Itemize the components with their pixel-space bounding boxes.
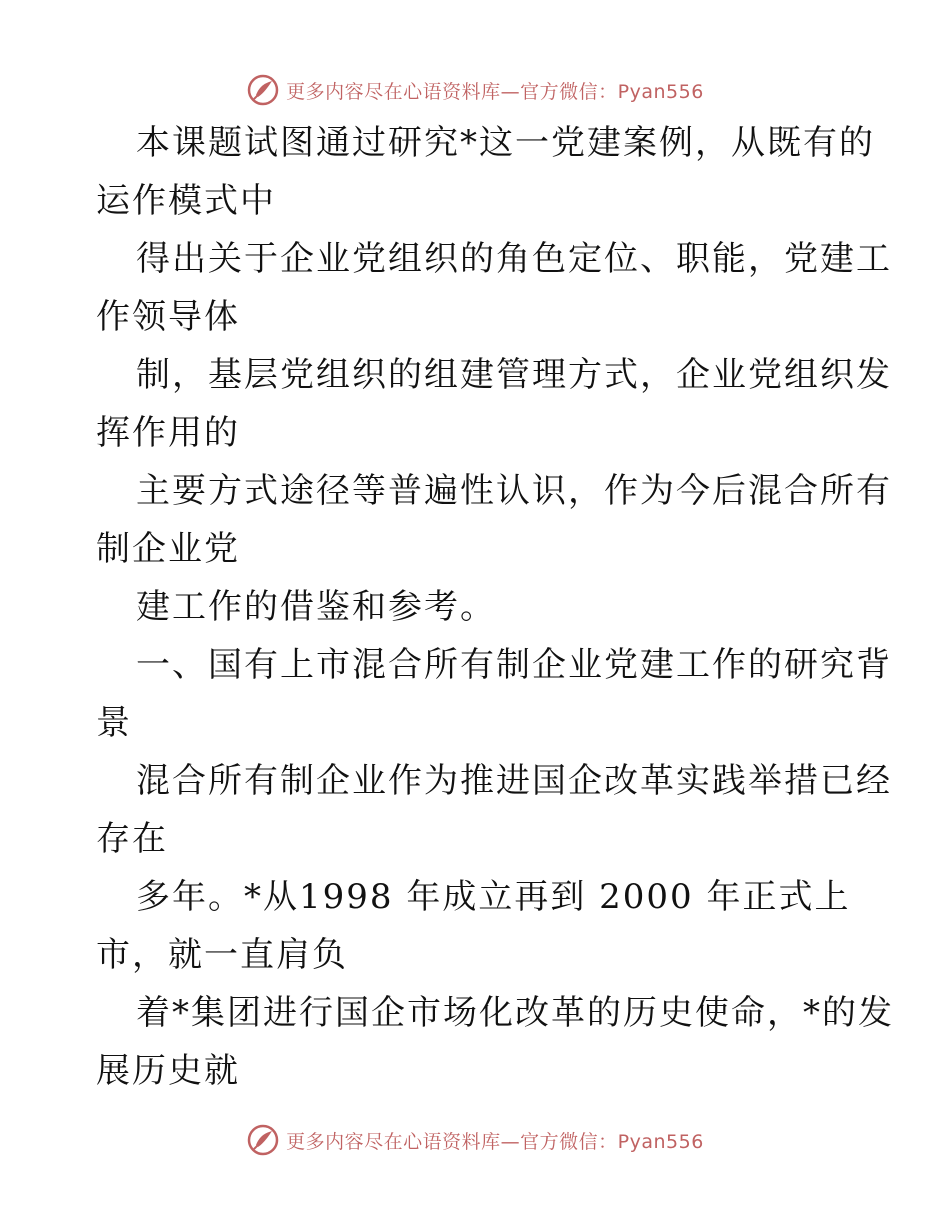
watermark-logo-icon (246, 1123, 280, 1157)
paragraph (96, 752, 892, 868)
paragraph-line: 一、国有上市混合所有制企业党建工作的研究背 (136, 645, 892, 685)
paragraph-line: 作领导体 (96, 297, 240, 337)
paragraph-line: 景 (96, 703, 132, 743)
watermark-logo-icon (246, 73, 280, 107)
watermark-text: 更多内容尽在心语资料库—官方微信：Pyan556 (286, 1130, 704, 1153)
watermark-footer (0, 1120, 950, 1160)
paragraph-line: 混合所有制企业作为推进国企改革实践举措已经 (136, 761, 892, 801)
paragraph-line: 多年。*从1998 年成立再到 2000 年正式上 (136, 877, 851, 917)
paragraph-line: 市，就一直肩负 (96, 935, 348, 975)
paragraph-line: 制企业党 (96, 529, 240, 569)
paragraph-line: 着*集团进行国企市场化改革的历史使命，*的发 (136, 993, 894, 1033)
paragraph (96, 114, 875, 230)
paragraph (96, 868, 856, 984)
paragraph (96, 984, 894, 1100)
paragraph-line: 运作模式中 (96, 181, 276, 221)
paragraph-line: 得出关于企业党组织的角色定位、职能，党建工 (136, 239, 892, 279)
paragraph-line: 本课题试图通过研究*这一党建案例，从既有的 (136, 123, 875, 163)
paragraph-line: 挥作用的 (96, 413, 240, 453)
paragraph (96, 346, 892, 462)
paragraph (96, 578, 856, 636)
paragraph-line: 存在 (96, 819, 168, 859)
paragraph-line: 制，基层党组织的组建管理方式，企业党组织发 (136, 355, 892, 395)
paragraph (96, 462, 892, 578)
watermark-header (0, 70, 950, 110)
paragraph (96, 230, 892, 346)
paragraph-line: 主要方式途径等普遍性认识，作为今后混合所有 (136, 471, 892, 511)
section-heading (96, 636, 892, 752)
document-body (96, 114, 894, 1100)
paragraph-line: 建工作的借鉴和参考。 (136, 587, 496, 627)
watermark-text: 更多内容尽在心语资料库—官方微信：Pyan556 (286, 80, 704, 103)
paragraph-line: 展历史就 (96, 1051, 240, 1091)
